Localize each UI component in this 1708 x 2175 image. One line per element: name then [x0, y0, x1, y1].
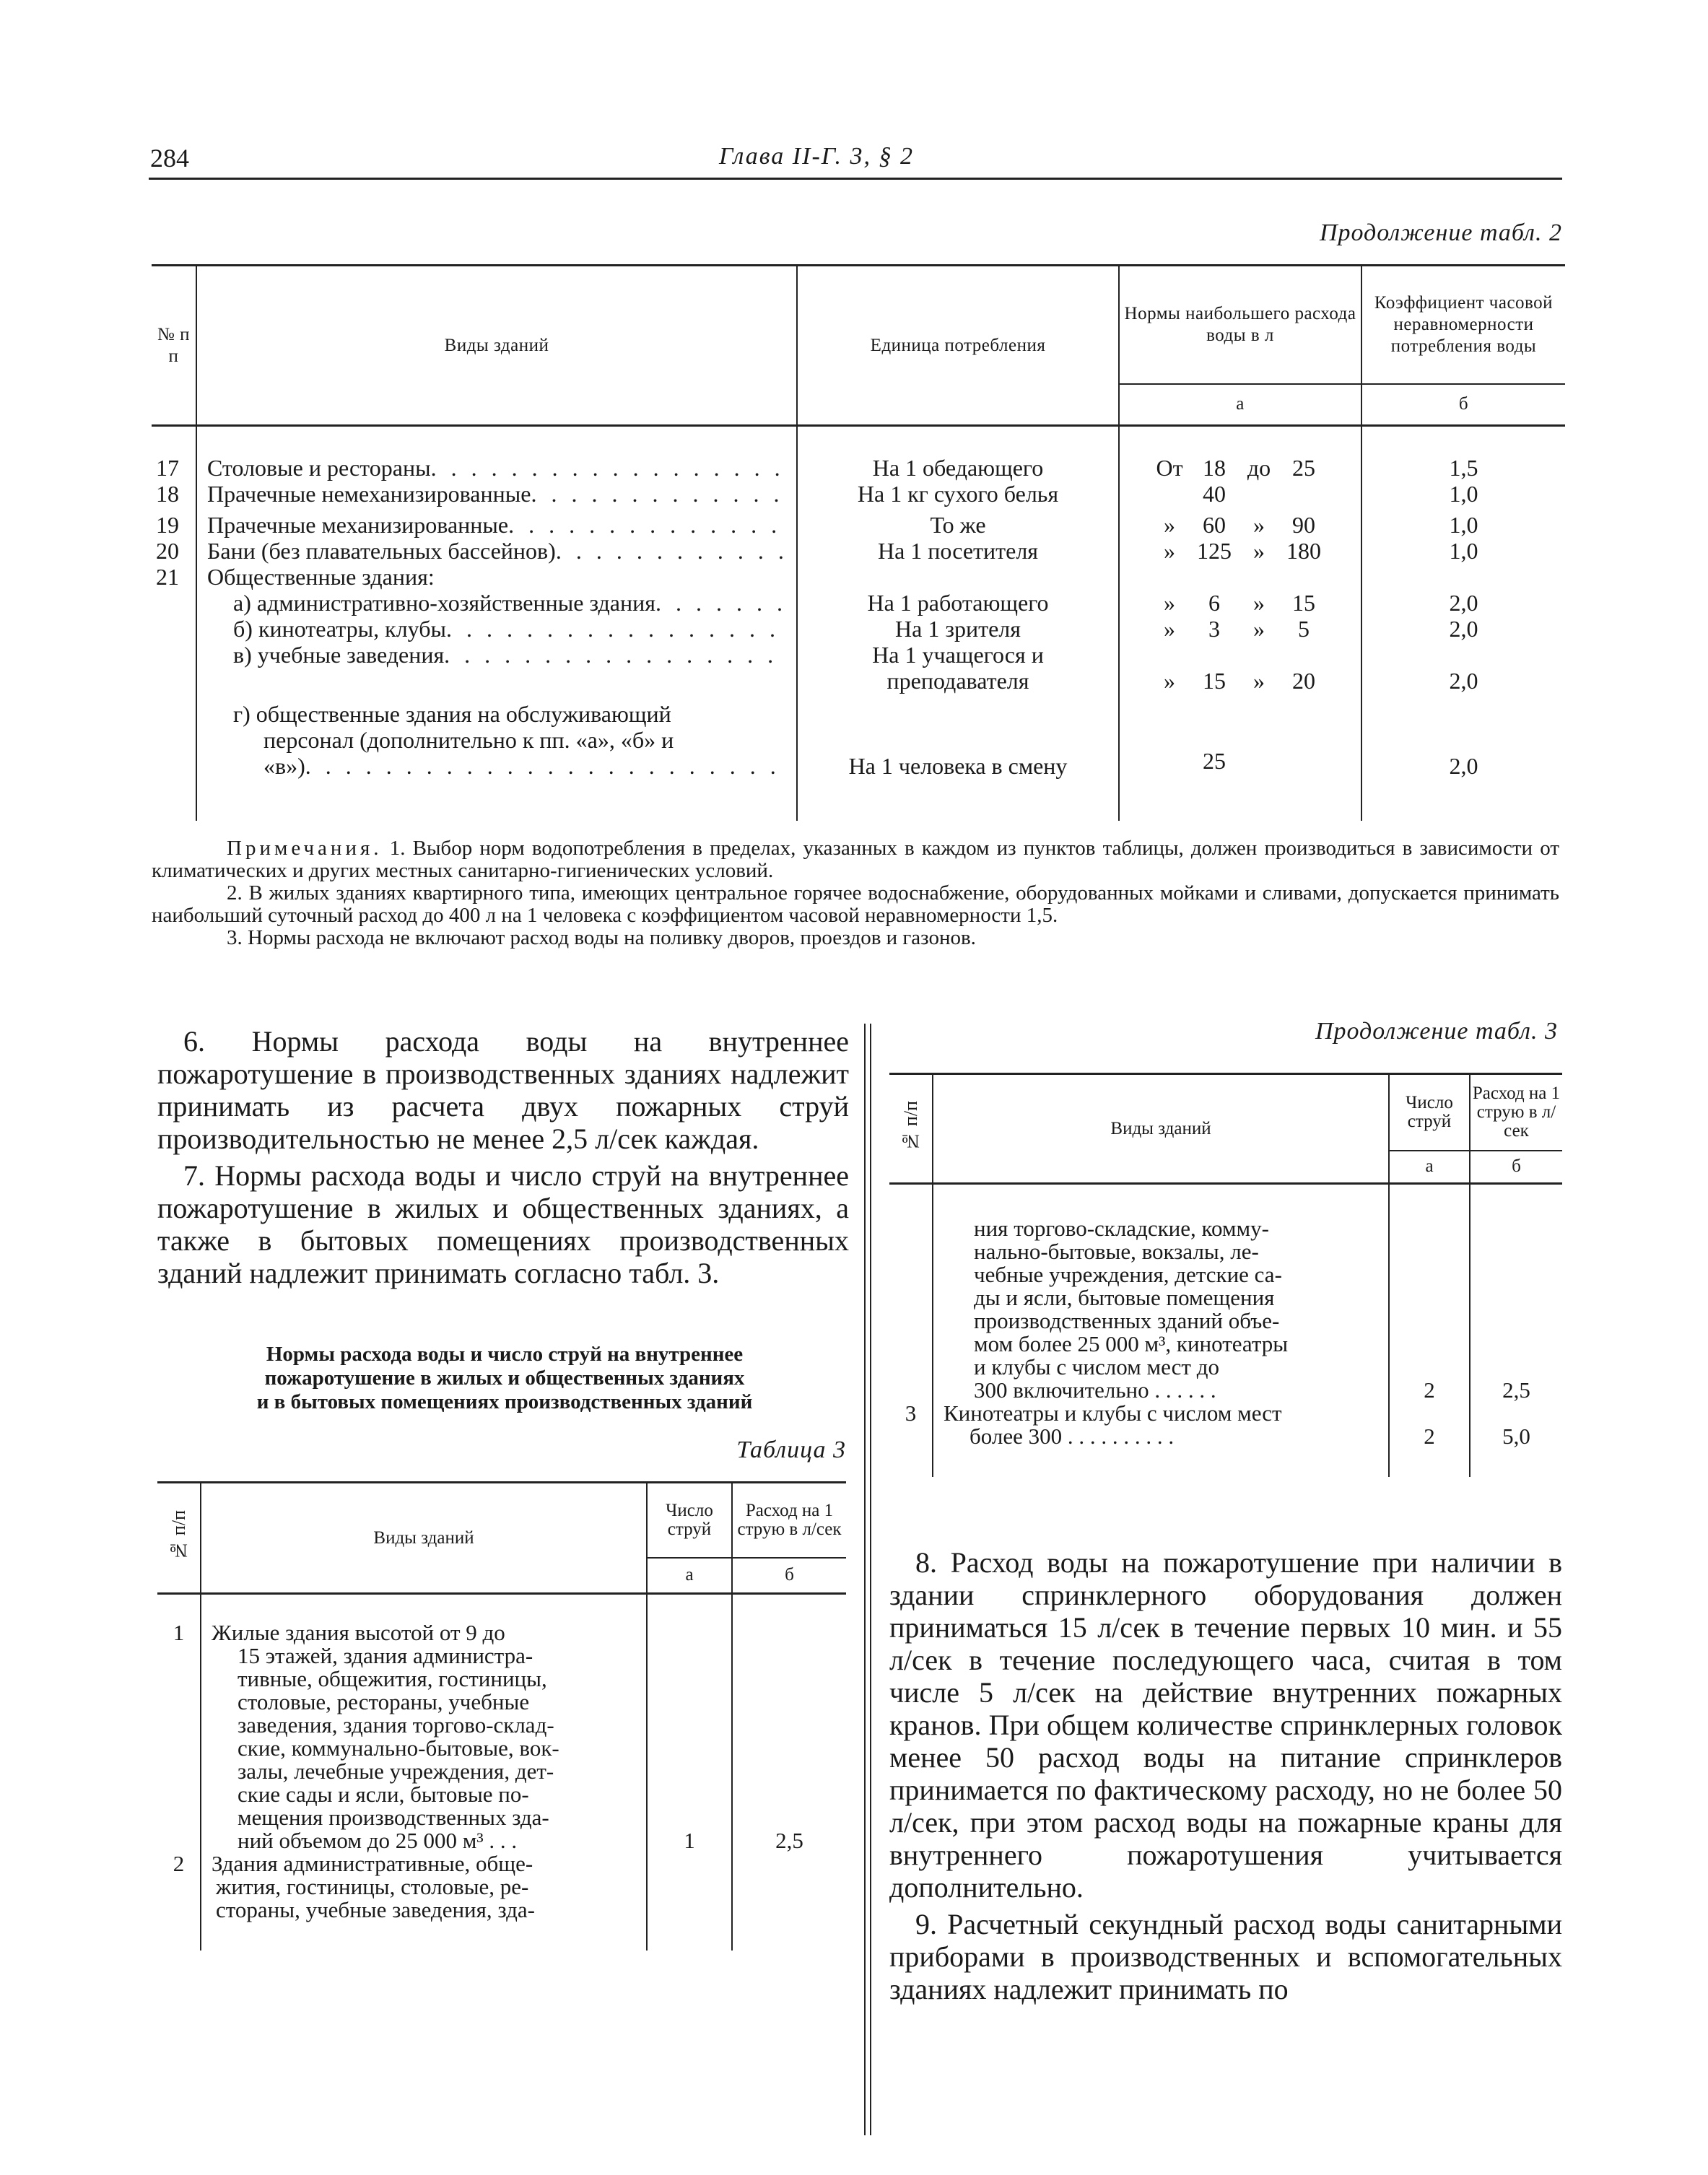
norm-from: »: [1164, 667, 1175, 694]
building-type: б) кинотеатры, клубы: [233, 615, 447, 642]
consumption-unit: На 1 зрителя: [797, 616, 1119, 642]
norm-to: до: [1247, 454, 1271, 481]
row-number: 21: [156, 563, 179, 590]
building-type: Прачечные механизированные: [207, 511, 509, 538]
table3-header-kind: Виды зданий: [201, 1483, 647, 1594]
building-type-line: залы, лечебные учреждения, дет-: [238, 1758, 554, 1784]
table3-header-jets: Число струй: [1389, 1074, 1470, 1151]
flow-per-jet: 2,5: [1470, 1217, 1562, 1402]
jets-count: 2: [1389, 1217, 1470, 1402]
building-type: Бани (без плавательных бассейнов): [207, 537, 556, 564]
table3-row: [889, 1217, 1562, 1402]
consumption-unit: То же: [797, 512, 1119, 538]
building-type-line: столовые, рестораны, учебные: [238, 1688, 530, 1714]
norm-to: »: [1253, 667, 1265, 694]
table2-header-sub-b: б: [1361, 384, 1565, 426]
consumption-unit: На 1 работающего: [797, 590, 1119, 616]
table3-caption: Таблица 3: [736, 1437, 846, 1463]
note-1: 1. Выбор норм водопотребления в пределах, указанных в каждом из пунктов таблицы, должен производиться в зависимости от климатических и других местных санитарно-гигиенических условий.: [152, 837, 1559, 882]
building-type-line: мещения производственных зда-: [238, 1804, 549, 1830]
norm-to: »: [1253, 589, 1265, 616]
coefficient: 2,0: [1361, 590, 1565, 616]
building-type-line: ские, коммунально-бытовые, вок-: [238, 1735, 559, 1761]
table3-title-line: пожаротушение в жилых и общественных зданиях: [264, 1367, 745, 1390]
norm-to: »: [1253, 615, 1265, 642]
flow-per-jet: 2,5: [732, 1621, 846, 1852]
norm-a: 3: [1208, 615, 1220, 642]
page-number: 284: [150, 144, 189, 173]
paragraph-7: 7. Нормы расхода воды и число струй на внутреннее пожаротушение в жилых и общественных зданиях, а также в бытовых помещениях производственных зданий надлежит принимать согласно табл. 3.: [157, 1159, 849, 1289]
consumption-unit: На 1 человека в смену: [797, 694, 1119, 779]
norm-a: 18: [1203, 454, 1226, 481]
norm-b: 180: [1286, 537, 1321, 564]
building-type-line: ний объемом до 25 000 м³ . . .: [238, 1827, 518, 1853]
table3-header-sub-a: а: [647, 1558, 732, 1594]
building-type: г) общественные здания на обслуживающий: [233, 700, 671, 727]
norm-a: 60: [1203, 511, 1226, 538]
table2-caption: Продолжение табл. 2: [1319, 219, 1562, 246]
building-type-line: мом более 25 000 м³, кинотеатры: [974, 1330, 1289, 1356]
table3-header-flow: Расход на 1 струю в л/сек: [732, 1483, 846, 1558]
norm-single: 40: [1203, 480, 1226, 507]
table2-row: [152, 455, 1565, 481]
norm-from: От: [1156, 454, 1183, 481]
building-type-line: стораны, учебные заведения, зда-: [216, 1896, 535, 1922]
table2-row: [152, 512, 1565, 538]
norm-a: 125: [1197, 537, 1232, 564]
building-type-cont: «в»): [263, 752, 305, 779]
column-divider: [864, 1024, 871, 2135]
norm-b: 90: [1292, 511, 1315, 538]
norm-b: 5: [1298, 615, 1310, 642]
table3-title: [159, 1343, 850, 1414]
coefficient: 1,5: [1361, 455, 1565, 481]
table3-header-kind: Виды зданий: [933, 1074, 1389, 1184]
norm-from: »: [1164, 615, 1175, 642]
notes-label: Примечания.: [227, 837, 383, 860]
building-type-line: чебные учреждения, детские са-: [974, 1261, 1282, 1287]
table2-header-coef: Коэффициент часовой неравномерности потребления воды: [1361, 266, 1565, 384]
coefficient: 2,0: [1361, 642, 1565, 694]
norm-b: 25: [1292, 454, 1315, 481]
building-type-line: заведения, здания торгово-склад-: [238, 1712, 554, 1738]
norm-a: 6: [1208, 589, 1220, 616]
flow-per-jet: 5,0: [1470, 1402, 1562, 1448]
row-number: 20: [156, 537, 179, 564]
norm-to: »: [1253, 537, 1265, 564]
table3-row: [157, 1621, 846, 1852]
running-head: Глава II-Г. 3, § 2: [719, 143, 915, 170]
table3-header-flow: Расход на 1 струю в л/сек: [1470, 1074, 1562, 1151]
building-type-line: более 300 . . . . . . . . . .: [970, 1423, 1175, 1449]
jets-count: 2: [1389, 1402, 1470, 1448]
table2-row: [152, 538, 1565, 564]
norm-b: 20: [1292, 667, 1315, 694]
table3-header-jets: Число струй: [647, 1483, 732, 1558]
building-type-line: Жилые здания высотой от 9 до: [212, 1619, 505, 1645]
building-type-line: 300 включительно . . . . . .: [974, 1377, 1216, 1403]
table2-notes: [152, 837, 1559, 949]
coefficient: 2,0: [1361, 616, 1565, 642]
building-type-line: производственных зданий объе-: [974, 1307, 1280, 1333]
norm-from: »: [1164, 589, 1175, 616]
building-type: Прачечные немеханизированные: [207, 480, 531, 507]
table2-row: [152, 642, 1565, 694]
building-type-line: Кинотеатры и клубы с числом мест: [944, 1400, 1282, 1426]
note-2: 2. В жилых зданиях квартирного типа, имеющих центральное горячее водоснабжение, оборудованных мойками и сливами, допускается принимать наибольший суточный расход до 400 л на 1 человека с коэффициентом часовой неравномерности 1,5.: [152, 881, 1559, 927]
norm-a: 15: [1203, 667, 1226, 694]
table3-header-sub-a: а: [1389, 1151, 1470, 1184]
row-number: 19: [156, 511, 179, 538]
header-rule: [149, 178, 1562, 180]
table3-header-sub-b: б: [1470, 1151, 1562, 1184]
table3-title-line: Нормы расхода воды и число струй на внутреннее: [266, 1343, 744, 1366]
table2-header-unit: Единица потребления: [797, 266, 1119, 426]
table3-header-num: № п/п: [899, 1101, 921, 1152]
building-type-line: жития, гостиницы, столовые, ре-: [216, 1873, 529, 1899]
consumption-unit-cont: преподавателя: [886, 667, 1029, 694]
row-number: 3: [905, 1400, 917, 1426]
building-type-line: 15 этажей, здания администра-: [238, 1642, 533, 1668]
paragraph-9: 9. Расчетный секундный расход воды санитарными приборами в производственных и вспомогательных зданиях надлежит принимать по: [889, 1908, 1562, 2005]
norm-single: 25: [1203, 747, 1226, 774]
coefficient: 1,0: [1361, 481, 1565, 512]
row-number: 17: [156, 454, 179, 481]
right-column-text: [889, 1546, 1562, 2010]
table3-left: [157, 1481, 846, 1950]
row-number: 1: [173, 1619, 185, 1645]
norm-to: »: [1253, 511, 1265, 538]
table3-header-sub-b: б: [732, 1558, 846, 1594]
jets-count: 1: [647, 1621, 732, 1852]
paragraph-8: 8. Расход воды на пожаротушение при наличии в здании спринклерного оборудования должен приниматься 15 л/сек в течение первых 10 мин. и 55 л/сек в течение последующего часа, считая в том числе 5 л/сек на действие внутренних пожарных кранов. При общем количестве спринклерных головок менее 50 расход воды на питание спринклеров принимается по фактическому расходу, но не более 50 л/сек, при этом расход воды на пожарные краны для внутреннего пожаротушения учитывается дополнительно.: [889, 1546, 1562, 1904]
paragraph-6: 6. Нормы расхода воды на внутреннее пожаротушение в производственных зданиях надлежит принимать из расчета двух пожарных струй производительностью не менее 2,5 л/сек каждая.: [157, 1025, 849, 1155]
table2-header-sub-a: а: [1119, 384, 1361, 426]
consumption-unit: На 1 кг сухого белья: [797, 481, 1119, 512]
row-number: 2: [173, 1850, 185, 1876]
table2-row: [152, 564, 1565, 590]
table2-row: [152, 481, 1565, 512]
coefficient: 2,0: [1361, 694, 1565, 779]
building-type-line: ды и ясли, бытовые помещения: [974, 1284, 1275, 1310]
norm-b: 15: [1292, 589, 1315, 616]
building-type: Столовые и рестораны: [207, 454, 431, 481]
table2: [152, 264, 1565, 821]
left-column-text: [157, 1025, 849, 1294]
building-type-line: и клубы с числом мест до: [974, 1354, 1219, 1379]
building-type-line: нально-бытовые, вокзалы, ле-: [974, 1238, 1259, 1264]
coefficient: 1,0: [1361, 512, 1565, 538]
building-type-line: ния торгово-складские, комму-: [974, 1215, 1269, 1241]
building-type: Общественные здания:: [196, 564, 797, 590]
table2-row: [152, 616, 1565, 642]
table2-header-num: № п п: [152, 266, 196, 426]
table2-header-norm: Нормы наибольшего расхода воды в л: [1119, 266, 1361, 384]
table2-row: [152, 590, 1565, 616]
consumption-unit: На 1 учащегося и: [872, 641, 1044, 668]
building-type-line: тивные, общежития, гостиницы,: [238, 1665, 547, 1691]
norm-from: »: [1164, 511, 1175, 538]
consumption-unit: На 1 посетителя: [797, 538, 1119, 564]
norm-from: »: [1164, 537, 1175, 564]
consumption-unit: На 1 обедающего: [797, 455, 1119, 481]
table3-row: [157, 1852, 846, 1922]
table2-row: [152, 694, 1565, 779]
table3-continuation-caption: Продолжение табл. 3: [1315, 1018, 1558, 1045]
building-type-line: ские сады и ясли, бытовые по-: [238, 1781, 529, 1807]
coefficient: 1,0: [1361, 538, 1565, 564]
table2-header-kind: Виды зданий: [196, 266, 797, 426]
row-number: 18: [156, 480, 179, 507]
note-3: 3. Нормы расхода не включают расход воды на поливку дворов, проездов и газонов.: [227, 926, 976, 949]
table3-title-line: и в бытовых помещениях производственных зданий: [256, 1390, 753, 1413]
building-type-line: Здания административные, обще-: [212, 1850, 533, 1876]
building-type-cont: персонал (дополнительно к пп. «а», «б» и: [263, 726, 674, 753]
table3-header-num: № п/п: [167, 1510, 189, 1561]
building-type: в) учебные заведения: [233, 641, 445, 668]
table3-right: [889, 1073, 1562, 1477]
building-type: а) административно-хозяйственные здания: [233, 589, 655, 616]
table3-row: [889, 1402, 1562, 1448]
